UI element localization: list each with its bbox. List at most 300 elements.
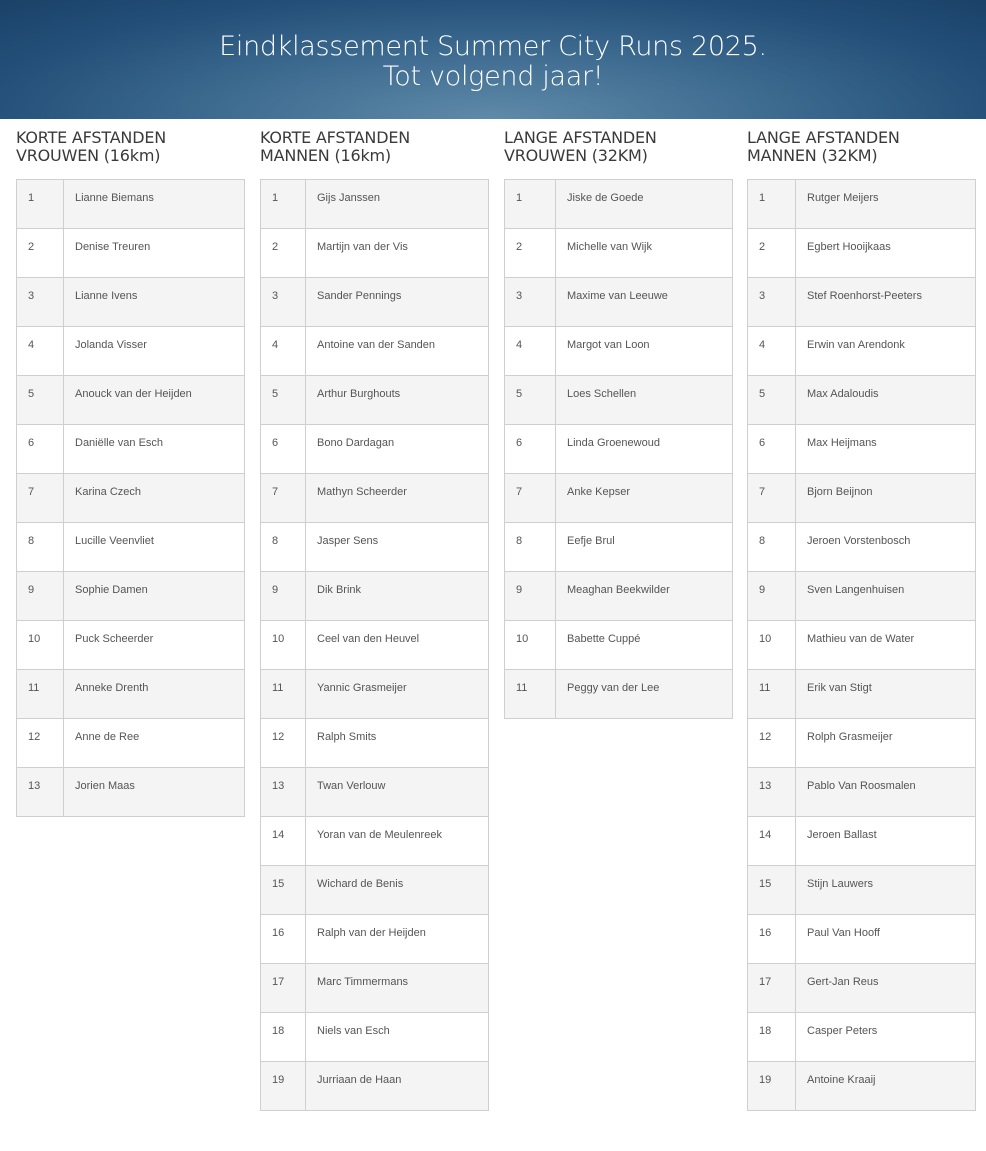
rank-number: 10 [272,633,285,645]
runner-cell [306,817,489,866]
column-title-line-1: LANGE AFSTANDEN [747,128,900,147]
rank-number: 4 [272,339,279,351]
rank-cell [505,180,556,229]
runner-name: Stijn Lauwers [807,878,874,890]
rank-number: 3 [272,290,279,302]
table-row [748,866,976,915]
table-row [261,523,489,572]
rank-number: 1 [28,192,35,204]
runner-name: Paul Van Hooff [807,927,880,939]
runner-cell [796,327,976,376]
results-column-long-men [747,119,976,1111]
runner-cell [306,278,489,327]
runner-cell [306,915,489,964]
runner-cell [64,180,245,229]
runner-name: Maxime van Leeuwe [567,290,668,302]
rank-cell [748,866,796,915]
results-column-long-women [504,119,733,719]
column-title-line-1: LANGE AFSTANDEN [504,128,657,147]
rank-cell [748,572,796,621]
rank-number: 15 [272,878,285,890]
runner-cell [306,180,489,229]
rank-number: 14 [759,829,772,841]
runner-cell [556,180,733,229]
rank-number: 18 [759,1025,772,1037]
rank-number: 1 [516,192,523,204]
runner-cell [796,719,976,768]
runner-cell [796,229,976,278]
rank-cell [505,621,556,670]
runner-cell [556,670,733,719]
table-row [261,964,489,1013]
runner-name: Pablo Van Roosmalen [807,780,916,792]
rank-number: 14 [272,829,285,841]
runner-name: Meaghan Beekwilder [567,584,670,596]
rank-number: 9 [516,584,523,596]
runner-name: Eefje Brul [567,535,615,547]
runner-cell [796,425,976,474]
runner-name: Rutger Meijers [807,192,879,204]
runner-cell [306,621,489,670]
rank-number: 12 [28,731,41,743]
runner-name: Yoran van de Meulenreek [317,829,442,841]
rank-cell [748,621,796,670]
rank-number: 10 [516,633,529,645]
rank-number: 10 [28,633,41,645]
runner-cell [556,278,733,327]
column-title [16,119,245,169]
table-row [748,1013,976,1062]
results-table [504,179,733,719]
table-row [748,278,976,327]
runner-cell [796,523,976,572]
runner-name: Max Adaloudis [807,388,879,400]
runner-cell [796,1013,976,1062]
rank-cell [17,572,64,621]
runner-cell [64,278,245,327]
table-row [748,817,976,866]
table-row [748,621,976,670]
runner-name: Loes Schellen [567,388,637,400]
rank-number: 11 [28,682,40,694]
rank-cell [505,376,556,425]
runner-name: Lianne Ivens [75,290,138,302]
table-row [17,180,245,229]
rank-cell [261,180,306,229]
rank-number: 8 [272,535,279,547]
rank-number: 2 [516,241,523,253]
table-row [505,523,733,572]
rank-number: 11 [516,682,528,694]
table-row [748,229,976,278]
table-row [261,1013,489,1062]
runner-name: Antoine Kraaij [807,1074,876,1086]
runner-cell [306,964,489,1013]
rank-number: 13 [28,780,41,792]
rank-number: 8 [28,535,35,547]
runner-name: Rolph Grasmeijer [807,731,893,743]
runner-name: Niels van Esch [317,1025,390,1037]
runner-name: Gert-Jan Reus [807,976,879,988]
runner-cell [64,719,245,768]
table-row [505,670,733,719]
rank-cell [261,1062,306,1111]
table-row [17,719,245,768]
table-row [505,572,733,621]
runner-cell [796,621,976,670]
rank-cell [261,719,306,768]
runner-cell [306,474,489,523]
table-row [505,474,733,523]
runner-name: Denise Treuren [75,241,151,253]
runner-cell [64,768,245,817]
rank-cell [748,817,796,866]
runner-name: Michelle van Wijk [567,241,652,253]
runner-cell [556,621,733,670]
rank-number: 2 [759,241,766,253]
rank-cell [261,670,306,719]
rank-cell [261,866,306,915]
rank-number: 12 [759,731,772,743]
runner-name: Twan Verlouw [317,780,386,792]
rank-number: 9 [272,584,279,596]
rank-cell [17,229,64,278]
runner-name: Mathyn Scheerder [317,486,407,498]
rank-cell [505,229,556,278]
runner-name: Marc Timmermans [317,976,409,988]
runner-name: Yannic Grasmeijer [317,682,407,694]
runner-name: Babette Cuppé [567,633,641,645]
column-title-line-2: MANNEN (16km) [260,146,391,165]
results-column-short-women [16,119,245,817]
runner-name: Jeroen Ballast [807,829,877,841]
rank-number: 19 [759,1074,772,1086]
table-row [261,1062,489,1111]
rank-cell [505,523,556,572]
rank-number: 6 [759,437,766,449]
column-title-line-1: KORTE AFSTANDEN [260,128,411,147]
table-row [261,866,489,915]
column-title-line-1: KORTE AFSTANDEN [16,128,167,147]
runner-cell [556,376,733,425]
rank-cell [261,229,306,278]
results-column-short-men [260,119,489,1111]
table-row [17,229,245,278]
runner-cell [64,229,245,278]
rank-number: 4 [759,339,766,351]
rank-number: 8 [759,535,766,547]
table-row [748,670,976,719]
runner-name: Sophie Damen [75,584,148,596]
table-row [17,474,245,523]
rank-cell [748,523,796,572]
rank-number: 2 [272,241,279,253]
runner-cell [64,474,245,523]
rank-cell [505,278,556,327]
rank-number: 3 [516,290,523,302]
runner-name: Anne de Ree [75,731,140,743]
table-row [505,180,733,229]
runner-cell [306,719,489,768]
rank-cell [17,621,64,670]
rank-number: 9 [28,584,35,596]
rank-cell [17,425,64,474]
runner-cell [796,474,976,523]
table-row [748,768,976,817]
column-title-line-2: VROUWEN (32KM) [504,146,648,165]
rank-number: 18 [272,1025,285,1037]
runner-cell [796,768,976,817]
page-title-line-2: Tot volgend jaar! [382,61,604,92]
runner-cell [64,425,245,474]
table-row [17,621,245,670]
rank-number: 6 [272,437,279,449]
runner-name: Jorien Maas [75,780,135,792]
table-row [261,425,489,474]
rank-number: 16 [759,927,772,939]
rank-cell [261,572,306,621]
table-row [17,572,245,621]
runner-name: Max Heijmans [807,437,877,449]
runner-name: Jolanda Visser [75,339,147,351]
results-table [747,179,976,1111]
rank-number: 4 [28,339,35,351]
rank-cell [261,817,306,866]
rank-number: 5 [759,388,766,400]
rank-cell [261,278,306,327]
results-table [260,179,489,1111]
runner-name: Sander Pennings [317,290,402,302]
table-row [748,719,976,768]
runner-cell [796,180,976,229]
runner-cell [306,670,489,719]
column-title [747,119,976,169]
rank-cell [17,327,64,376]
runner-cell [796,278,976,327]
rank-cell [748,180,796,229]
rank-number: 1 [759,192,766,204]
runner-cell [64,523,245,572]
rank-cell [261,474,306,523]
rank-number: 9 [759,584,766,596]
runner-name: Bjorn Beijnon [807,486,873,498]
runner-cell [556,425,733,474]
rank-number: 11 [272,682,284,694]
table-row [261,327,489,376]
table-row [505,327,733,376]
runner-name: Ceel van den Heuvel [317,633,420,645]
runner-cell [796,1062,976,1111]
runner-cell [306,768,489,817]
runner-name: Dik Brink [317,584,362,596]
runner-name: Sven Langenhuisen [807,584,905,596]
rank-cell [505,327,556,376]
rank-number: 4 [516,339,523,351]
runner-cell [64,572,245,621]
runner-name: Anneke Drenth [75,682,149,694]
rank-number: 17 [759,976,772,988]
rank-cell [748,670,796,719]
runner-cell [796,572,976,621]
rank-cell [505,425,556,474]
table-row [505,376,733,425]
rank-cell [17,768,64,817]
table-row [17,278,245,327]
rank-cell [748,915,796,964]
rank-cell [505,572,556,621]
rank-number: 16 [272,927,285,939]
rank-cell [261,425,306,474]
runner-name: Stef Roenhorst-Peeters [807,290,922,302]
rank-number: 5 [516,388,523,400]
runner-name: Wichard de Benis [317,878,404,890]
runner-name: Jeroen Vorstenbosch [807,535,911,547]
runner-cell [796,376,976,425]
runner-cell [306,425,489,474]
runner-name: Jiske de Goede [567,192,644,204]
results-table [16,179,245,817]
runner-cell [64,376,245,425]
table-row [261,915,489,964]
runner-cell [306,866,489,915]
rank-cell [261,1013,306,1062]
runner-cell [556,523,733,572]
runner-name: Anouck van der Heijden [75,388,192,400]
runner-name: Ralph Smits [317,731,377,743]
runner-cell [306,1062,489,1111]
runner-cell [796,964,976,1013]
runner-name: Erwin van Arendonk [807,339,905,351]
runner-cell [556,327,733,376]
table-row [261,621,489,670]
rank-number: 6 [516,437,523,449]
runner-cell [556,474,733,523]
table-row [748,915,976,964]
table-row [261,229,489,278]
rank-cell [17,474,64,523]
runner-cell [796,866,976,915]
table-row [748,1062,976,1111]
rank-number: 12 [272,731,285,743]
rank-cell [748,719,796,768]
runner-cell [306,376,489,425]
runner-name: Gijs Janssen [317,192,380,204]
rank-cell [748,376,796,425]
rank-cell [17,670,64,719]
runner-name: Casper Peters [807,1025,878,1037]
header-banner [0,0,986,119]
rank-cell [748,474,796,523]
column-title-line-2: MANNEN (32KM) [747,146,878,165]
rank-number: 7 [516,486,523,498]
runner-cell [796,817,976,866]
runner-cell [64,670,245,719]
table-row [261,572,489,621]
table-row [748,327,976,376]
runner-name: Arthur Burghouts [317,388,401,400]
rank-cell [505,474,556,523]
rank-cell [261,768,306,817]
rank-number: 13 [272,780,285,792]
table-row [17,670,245,719]
table-row [748,180,976,229]
runner-cell [556,572,733,621]
runner-name: Margot van Loon [567,339,650,351]
table-row [17,768,245,817]
rank-number: 7 [28,486,35,498]
runner-name: Daniëlle van Esch [75,437,164,449]
rank-cell [261,915,306,964]
rank-number: 5 [272,388,279,400]
rank-cell [748,425,796,474]
runner-name: Peggy van der Lee [567,682,660,694]
rank-cell [17,376,64,425]
table-row [748,474,976,523]
runner-cell [64,327,245,376]
rank-cell [505,670,556,719]
rank-number: 10 [759,633,772,645]
runner-name: Martijn van der Vis [317,241,408,253]
runner-name: Bono Dardagan [317,437,395,449]
rank-number: 2 [28,241,35,253]
rank-cell [748,229,796,278]
table-row [17,523,245,572]
rank-number: 5 [28,388,35,400]
rank-cell [748,768,796,817]
runner-name: Linda Groenewoud [567,437,660,449]
table-row [505,229,733,278]
table-row [17,327,245,376]
rank-cell [17,278,64,327]
rank-number: 8 [516,535,523,547]
table-row [261,180,489,229]
rank-cell [748,964,796,1013]
table-row [748,425,976,474]
table-row [261,278,489,327]
runner-name: Mathieu van de Water [807,633,915,645]
runner-name: Lucille Veenvliet [75,535,154,547]
rank-cell [17,180,64,229]
column-title [260,119,489,169]
rank-number: 3 [759,290,766,302]
runner-cell [306,523,489,572]
runner-name: Jasper Sens [317,535,379,547]
runner-name: Jurriaan de Haan [317,1074,402,1086]
rank-cell [261,327,306,376]
table-row [261,768,489,817]
rank-number: 7 [272,486,279,498]
table-row [505,621,733,670]
rank-cell [17,523,64,572]
table-row [17,425,245,474]
table-row [261,670,489,719]
runner-name: Egbert Hooijkaas [807,241,891,253]
runner-name: Lianne Biemans [75,192,154,204]
rank-cell [261,376,306,425]
runner-cell [796,670,976,719]
table-row [261,719,489,768]
rank-cell [748,1013,796,1062]
table-row [505,278,733,327]
runner-cell [556,229,733,278]
rank-cell [748,1062,796,1111]
rank-cell [261,964,306,1013]
table-row [505,425,733,474]
runner-cell [796,915,976,964]
rank-number: 19 [272,1074,285,1086]
runner-cell [306,1013,489,1062]
runner-cell [306,229,489,278]
